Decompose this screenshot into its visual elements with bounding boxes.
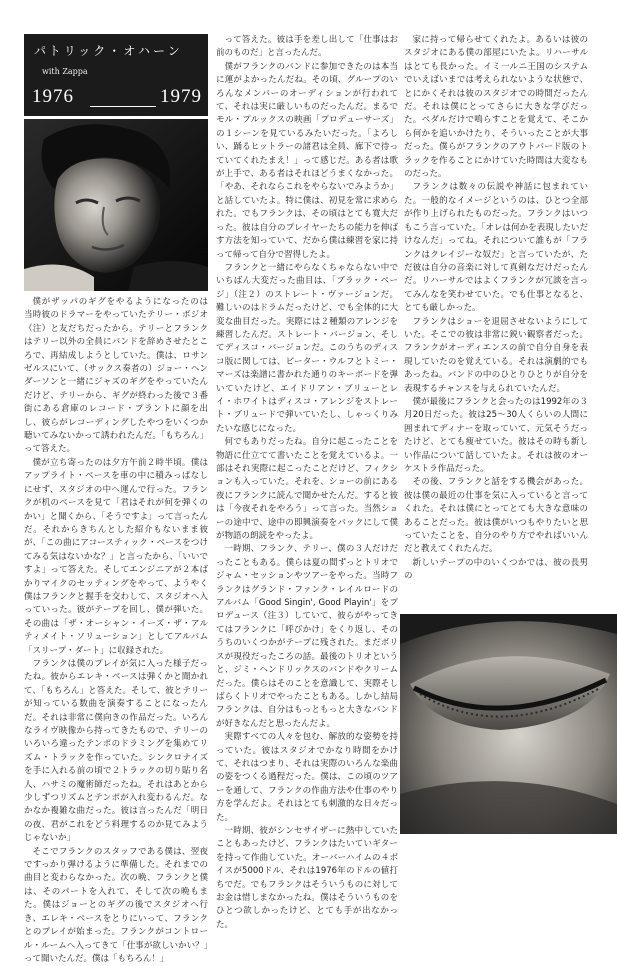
paragraph: 何でもありだったね。自分に起こったことを物語に仕立てて書いたことを覚えているよ。一部はそれ実際に起こったことだけど、フィクションも入っていた。それを、ショーの前にある夜にフランクに読んで聞かせたんだ。すると彼は「今夜それをやろう」って言った。当然ショーの途中で、途中の即興演奏をバックにして僕が物語の朗読をやったよ。	[216, 437, 398, 542]
paragraph: 僕が立ち寄ったのは夕方午前２時半頃。僕はアップライト・ベースを車の中に積みっぱなしにせず、スタジオの中へ運んで行った。フランクが机のベースを見て「君はそれが何を弾くのかい」と聞くから、「そうですよ」って言ったんだ。それからきちんとした紹介もないまま彼が、「この曲にアコースティック・ベースをつけてみる気はないかな？」と言ったから、「いいですよ」って答えた。そしてエンジニアが２本ばかりマイクのセッティングをやって、ようやく僕はフランクと握手を交わして、スタジオへ入っていった。彼がテープを回し、僕が弾いた。その曲は「ザ・オーシャン・イーズ・ザ・アルティメイト・ソリューション」としてアルバム「スリープ・ダート」に収録された。	[24, 457, 208, 656]
paragraph: 実際すべての人々を包む、解放的な姿勢を持っていた。彼はスタジオでかなり時間をかけて、それはつまり、それは実際のいろんな楽曲の姿をつくる過程だった。僕は、この頃のツアーを通して、フランクの作曲方法や仕事のやり方を学んだよ。それはとても刺激的な日々だった。	[216, 732, 398, 823]
closeup-image	[400, 614, 617, 834]
paragraph: フランクは僕のプレイが気に入った様子だったね。彼からエレキ・ベースは弾くかと聞かれて、「もちろん」と答えた。そして、彼とテリーが知っている数曲を演奏することになったんだ。それは非常に僕向きの作品だった。いろんなライヴ映像から持ってきたもので、テリーのいろいろ違ったテンポのドラミングを集めてリズム・トラックを作っていた。シンクロナイズを手に入れる前の頃で２トラックの切り貼り名人、ハサミの魔術師だったね。それはあとから少しずつリズムとテンポが入れ変わるんだ。なかなか複雑な曲だった。彼は言ったんだ「明日の夜、君がこれをどう料理するのか見てみようじゃないか」	[24, 658, 208, 844]
text-column-1	[24, 296, 217, 964]
article-header	[24, 34, 208, 116]
paragraph: 一時期、フランク、テリー、僕の３人だけだったこともある。僕らは夏の間ずっとトリオでジャム・セッションやツアーをやった。当時フランクはグランド・ファンク・レイルロードのアルバム「Good Singin', Good Playin'」をプロデュース（注３）していて、彼らがやってきてはフランクに「呼びかけ」をくり返し、そのうちのいくつかがテープに残された。まだボリスが現役だったころの話。最後のトリオというと、ジミ・ヘンドリックスのバンドやクリームだった。僕らはそのことを意識して、実際そしばらくトリオでやったこともある。しかし結局フランクは、自分はもっともっと大きなバンドが好きなんだと思ったんだよ。	[216, 544, 398, 729]
text-column-3	[404, 34, 588, 602]
portrait-photo	[24, 119, 208, 291]
text-column-2	[216, 34, 398, 930]
paragraph: そこでフランクのスタッフである僕は、翌夜ですっかり弾けるように準備した。それまでの曲目と変わらなかった。次の晩、フランクと僕は、そのパートを入れて、そして次の晩もまた。僕はジョーとのギグの後でスタジオへ行き、エレキ・ベースをとりにいって、フランクとのプレイが始まった。フランクがコントロール・ルームへ入ってきて「仕事が欲しいかい？」って聞いたんだ。僕は「もちろん！」	[24, 846, 208, 964]
paragraph: 家に持って帰らせてくれたよ。あるいは彼のスタジオにある僕の部屋にいたよ。リハーサルはとても長かった。イミ一ルニ王国のシステムでいえばいまでは考えられないような状態で、とにかくそれは彼のスタジオでの時間だったんだ。それは僕にとってさらに大きな学びだった。ペダルだけで鳴らすことを覚えて、そこから何かを追いかけたり、そういったことが大事だった。僕らがフランクのアウトバード版のトラックを作ることにかけていた時間は大変なものだった。	[404, 35, 588, 180]
paragraph: 一時期、彼がシンセサイザーに熱中していたこともあったけど、フランクはたいていギターを持って作曲していた。オーバーハイムの４ボイスが5000ドル、それは1976年のドルの値打ちでだ。でもフランクはそういうものに対してお金は惜しまなかったね。僕はそういうものをひとつ欲しかったけど、とても手が出なかった。	[216, 825, 398, 930]
paragraph: フランクは数々の伝説や神話に包まれていた。一般的なイメージというのは、ひとつ全部が作り上げられたものだった。フランクはいつもこう言っていた。「オレは何かを表現したいだけなんだ」ってね。それについて誰もが「フランクはクレイジーな奴だ」と言っていたが、ただ彼は自分の音楽に対して真剣なだけだったんだ。リハーサルではよくフランクが冗談を言ってみんなを笑わせていた。でも仕事となると、とても厳しかった。	[404, 182, 588, 314]
year-start: 1976	[32, 86, 74, 107]
paragraph: 僕が最後にフランクと会ったのは1992年の３月20日だった。彼は25〜30人くらいの人間に囲まれてディナーを取っていて、元気そうだったけど、とても痩せていた。彼はその時も新しい作品について話していたよ。それは彼のオーケストラ作品だった。	[404, 396, 588, 474]
closeup-face-photo	[400, 614, 617, 834]
paragraph: フランクと一緒にやらなくちゃならない中でいちばん大変だった曲目は、「ブラック・ページ」（注２）のストレート・ヴァージョンだ。難しいのはドラムだったけど、でも全体的に大変な曲目だった。実際には２種類のアレンジを練習したんだ。ストレート・バージョン、そしてディスコ・バージョンだ。このうちのディスコ版に関しては、ピーター・ウルフとトミー・マーズは楽譜に書かれた通りのキーボードを弾いていたけど、エイドリアン・ブリューとレイ・ホワイトはディスコ・アレンジをストレート・ブリュードで弾いていたし、しゃっくりみたいな感じになった。	[216, 262, 398, 434]
paragraph: 僕がフランクのバンドに参加できたのは本当に運がよかったんだね。その頃、グループのいろんなメンバーのオーディションが行われてて、それは実に厳しいものだったんだ。まるでモル・プルックスの映画「プロデューサーズ」の１シーンを見ているみたいだった。「よろしい、踊るヒットラーの諸君は全員、廊下で待っていてくれたまえ！」って感じだ。ある者は歌が上手で、ある者はそれほどうまくなかった。「やあ、それならこれをやらないでみようか」と話していたよ。特に僕は、初見を常に求められた。でもフランクは、その頃はとても寛大だった。彼は自分のプレイヤーたちの能力を伸ばす方法を知っていて、だから僕は練習を家に持って帰って自分で習得したよ。	[216, 61, 398, 260]
musician-name-title: パトリック・オハーン	[34, 44, 183, 58]
paragraph: フランクはショーを退屈させないようにしていた。そこでの彼は非常に鋭い観察者だった。フランクがオーディエンスの前で自分自身を表現していたのを覚えている。それは演劇的でもあったね。バンドの中のひとりひとりが自分を表現するチャンスを与えられていたんだ。	[404, 316, 588, 394]
paragraph: って答えた。彼は手を差し出して「仕事はお前のものだ」と言ったんだ。	[216, 35, 398, 59]
paragraph: その後、フランクと話をする機会があった。彼は僕の最近の仕事を気に入っていると言ってくれた。それは僕にとってとても大きな意味のあることだった。彼は僕がいつもやりたいと思っていたことを、自分のやり方でやればいいんだと教えてくれたんだ。	[404, 477, 588, 555]
year-end: 1979	[160, 86, 202, 107]
with-zappa-label: with Zappa	[42, 67, 88, 76]
portrait-image	[24, 119, 208, 291]
paragraph: 僕がザッパのギグをやるようになったのは 当時彼のドラマーをやっていたテリー・ボジオ（注）と友だちだったから。テリーとフランクはテリー以外の全員にバンドを辞めさせたところで、再結成しようとしていた。僕は、ロサンゼルスにいて、（サックス奏者の）ジョー・ヘンダーソンと一緒にジャズのギグをやっていたんだけど、テリーから、ギグが終わった後で３番街にある倉庫のレコード・プラントに顔を出し、彼らがレコーディングしたやつをいくつか聴いてみないかって誘われたんだ。「もちろん」って答えた。	[24, 297, 217, 455]
year-range-line	[90, 106, 156, 107]
paragraph: 新しいテープの中のいくつかでは、彼の長男の	[404, 557, 588, 582]
